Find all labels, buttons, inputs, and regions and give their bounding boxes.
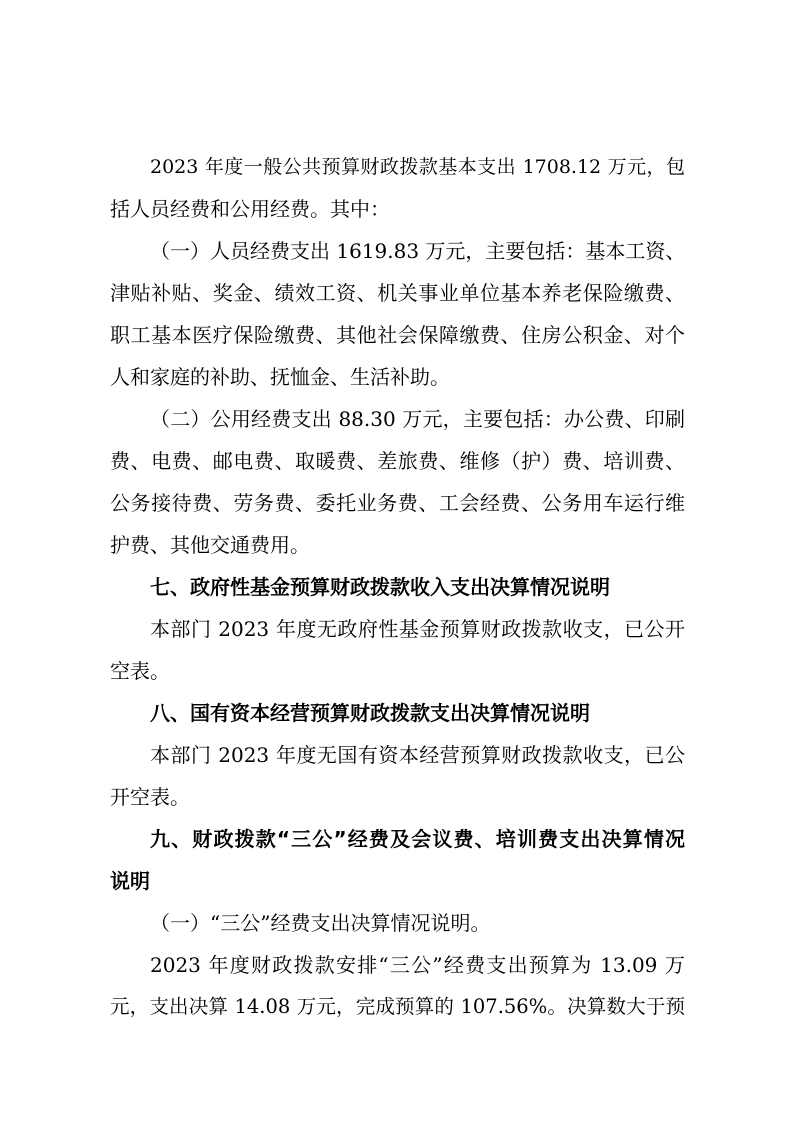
- paragraph-line: 本部门 2023 年度无国有资本经营预算财政拨款收支，已公: [150, 743, 685, 767]
- section-heading: 九、财政拨款“三公”经费及会议费、培训费支出决算情况: [150, 827, 685, 851]
- paragraph-line: 护费、其他交通费用。: [110, 533, 310, 557]
- paragraph-line: 公务接待费、劳务费、委托业务费、工会经费、公务用车运行维: [110, 491, 685, 515]
- paragraph-line: 津贴补贴、奖金、绩效工资、机关事业单位基本养老保险缴费、: [110, 281, 685, 305]
- paragraph-line: 元，支出决算 14.08 万元，完成预算的 107.56%。决算数大于预: [110, 995, 685, 1018]
- paragraph-line: 职工基本医疗保险缴费、其他社会保障缴费、住房公积金、对个: [110, 323, 685, 347]
- paragraph-line: （一）人员经费支出 1619.83 万元，主要包括：基本工资、: [150, 239, 686, 263]
- paragraph-line: 本部门 2023 年度无政府性基金预算财政拨款收支，已公开: [150, 617, 685, 641]
- section-heading: 八、国有资本经营预算财政拨款支出决算情况说明: [150, 701, 590, 725]
- paragraph-line: （二）公用经费支出 88.30 万元，主要包括：办公费、印刷: [150, 407, 685, 431]
- paragraph-line: 括人员经费和公用经费。其中：: [110, 197, 390, 221]
- paragraph-line: 费、电费、邮电费、取暖费、差旅费、维修（护）费、培训费、: [110, 449, 685, 473]
- section-heading: 说明: [110, 869, 150, 893]
- paragraph-line: 人和家庭的补助、抚恤金、生活补助。: [110, 365, 450, 389]
- paragraph-line: 开空表。: [110, 785, 190, 809]
- paragraph-line: 2023 年度财政拨款安排“三公”经费支出预算为 13.09 万: [150, 953, 685, 977]
- subsection-heading: （一）“三公”经费支出决算情况说明。: [150, 911, 491, 935]
- section-heading: 七、政府性基金预算财政拨款收入支出决算情况说明: [150, 575, 610, 599]
- paragraph-line: 空表。: [110, 659, 170, 683]
- paragraph-line: 2023 年度一般公共预算财政拨款基本支出 1708.12 万元，包: [150, 156, 685, 178]
